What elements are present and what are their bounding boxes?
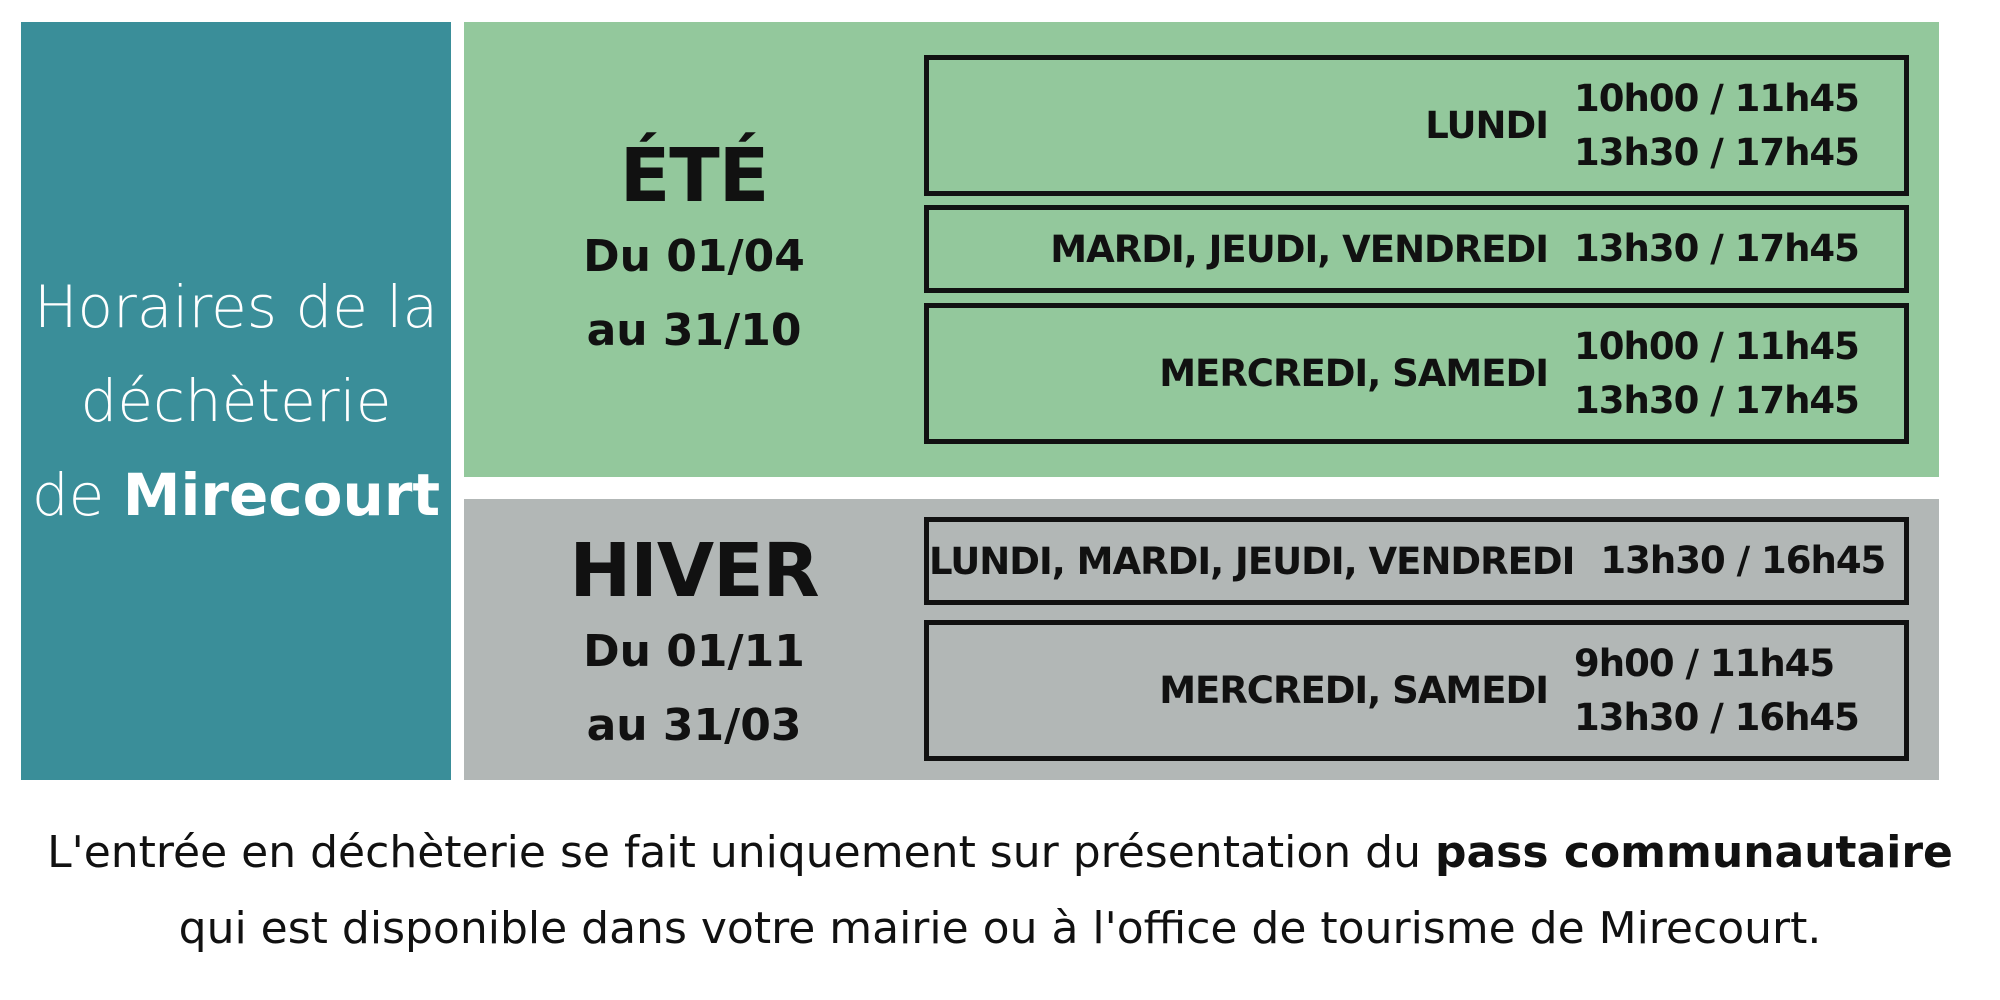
season-winter-end: au 31/03 bbox=[586, 700, 802, 751]
access-note-line-1 bbox=[0, 815, 2000, 891]
title-line-2: déchèterie bbox=[80, 367, 392, 435]
schedule-row bbox=[924, 55, 1909, 196]
schedule-hours bbox=[1574, 637, 1904, 745]
season-summer-end: au 31/10 bbox=[586, 305, 802, 356]
access-note-line-2: qui est disponible dans votre mairie ou à l'office de tourisme de Mirecourt. bbox=[178, 903, 1822, 954]
season-summer-header bbox=[464, 132, 924, 368]
schedule-hours-afternoon: 13h30 / 17h45 bbox=[1574, 378, 1859, 422]
title-city: Mirecourt bbox=[122, 461, 441, 529]
schedule-hours-afternoon: 13h30 / 17h45 bbox=[1574, 227, 1859, 270]
schedule-hours bbox=[1574, 320, 1904, 428]
schedule-days: LUNDI bbox=[1425, 104, 1548, 147]
title-line-3-prefix: de bbox=[31, 461, 123, 529]
schedule-hours-afternoon: 13h30 / 17h45 bbox=[1574, 130, 1859, 174]
season-winter-start: Du 01/11 bbox=[583, 626, 805, 677]
schedule-days: MERCREDI, SAMEDI bbox=[1159, 669, 1548, 712]
season-summer-panel bbox=[464, 22, 1939, 477]
schedule-hours-afternoon: 13h30 / 16h45 bbox=[1600, 539, 1886, 582]
schedule-hours-morning: 9h00 / 11h45 bbox=[1574, 641, 1835, 685]
schedule-hours-afternoon: 13h30 / 16h45 bbox=[1574, 695, 1859, 739]
schedule-days: MERCREDI, SAMEDI bbox=[1159, 352, 1548, 395]
season-winter-name: HIVER bbox=[569, 528, 819, 614]
schedule-hours bbox=[1574, 222, 1904, 276]
schedule-hours-morning: 10h00 / 11h45 bbox=[1574, 324, 1859, 368]
season-winter-header bbox=[464, 527, 924, 763]
schedule-row bbox=[924, 517, 1909, 605]
schedule-row bbox=[924, 620, 1909, 761]
pass-name: pass communautaire bbox=[1434, 827, 1953, 878]
schedule-hours bbox=[1600, 534, 1904, 588]
schedule-hours bbox=[1574, 72, 1904, 180]
title-line-3 bbox=[32, 448, 440, 542]
schedule-row bbox=[924, 205, 1909, 293]
access-note-text: L'entrée en déchèterie se fait uniquement sur présentation du bbox=[47, 827, 1435, 878]
schedule-hours-morning: 10h00 / 11h45 bbox=[1574, 76, 1859, 120]
season-summer-start: Du 01/04 bbox=[583, 231, 805, 282]
season-winter-panel bbox=[464, 499, 1939, 780]
season-summer-name: ÉTÉ bbox=[619, 133, 769, 219]
title-panel bbox=[21, 22, 451, 780]
schedule-days: MARDI, JEUDI, VENDREDI bbox=[1050, 227, 1548, 271]
schedule-days: LUNDI, MARDI, JEUDI, VENDREDI bbox=[929, 539, 1575, 583]
title-line-1: Horaires de la bbox=[33, 273, 439, 341]
access-note bbox=[0, 815, 2000, 967]
schedule-row bbox=[924, 303, 1909, 444]
